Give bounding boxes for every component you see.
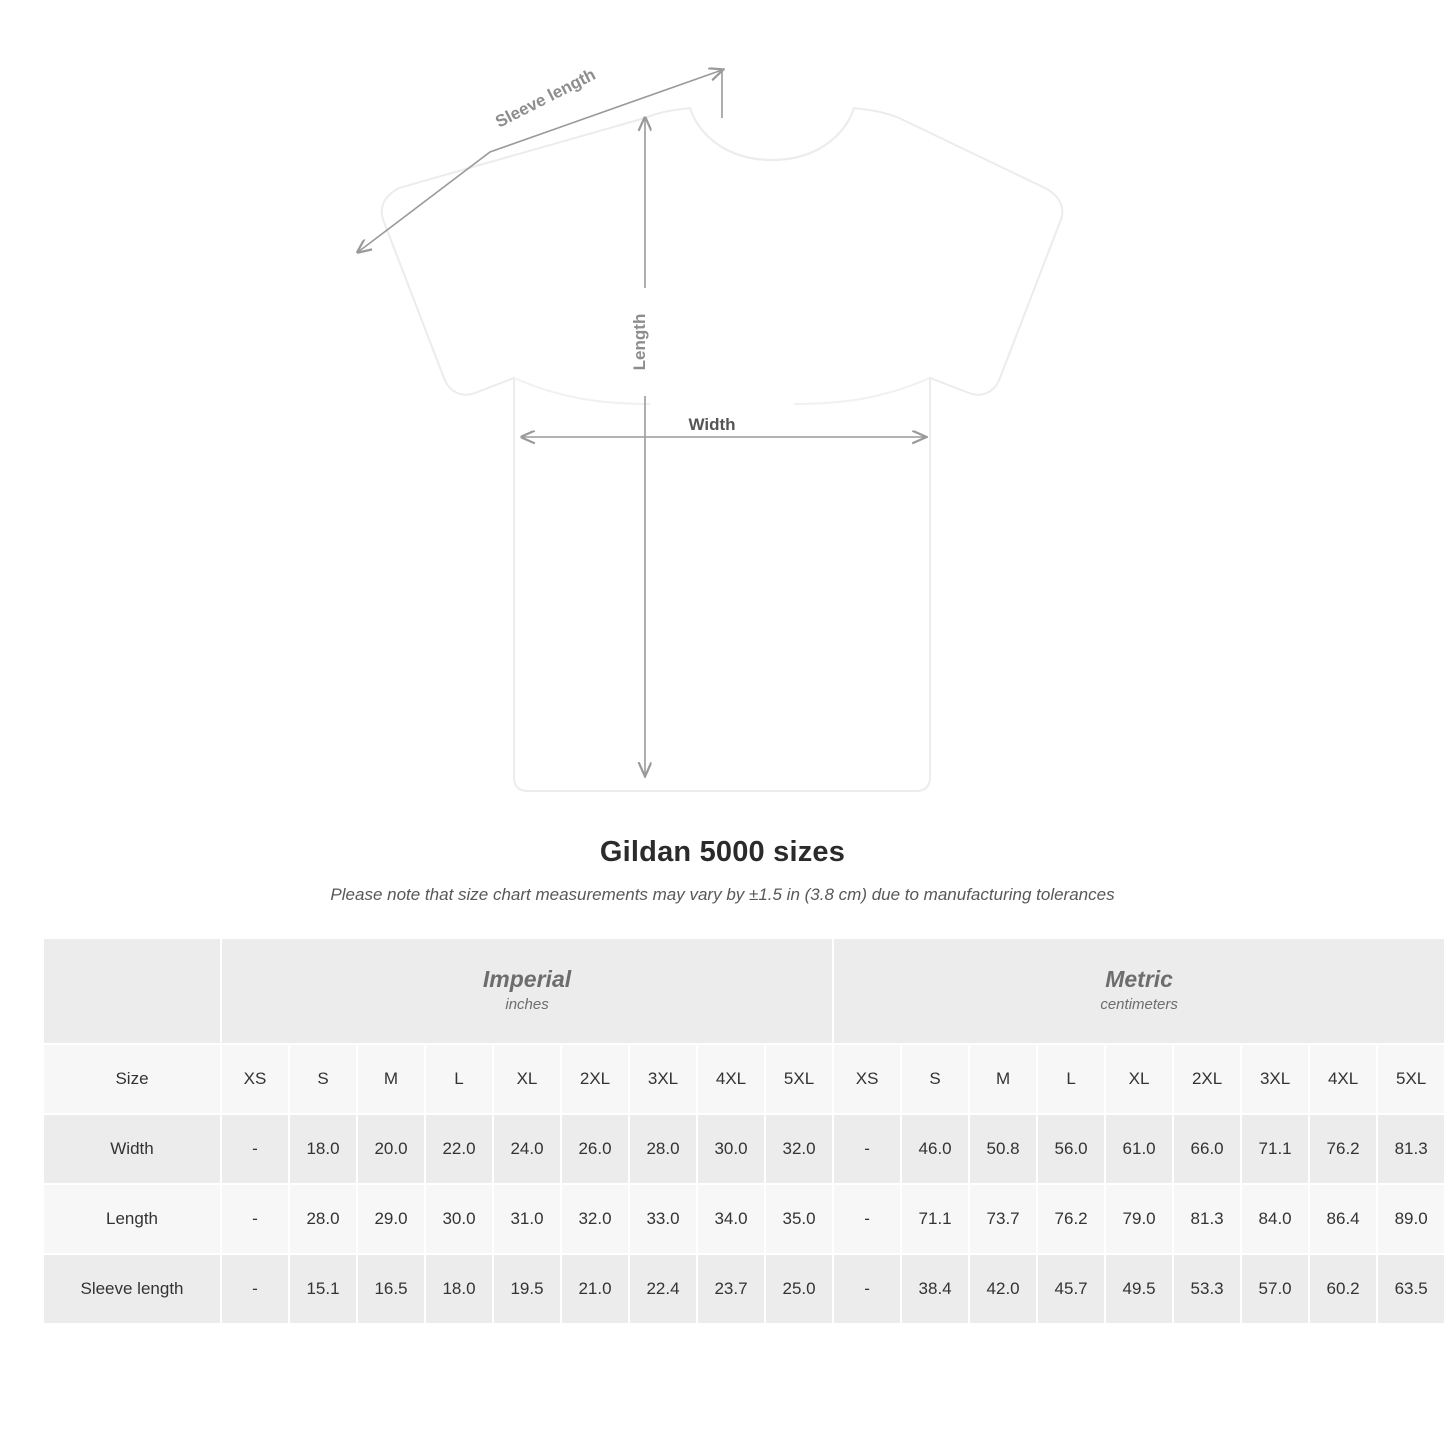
cell-length-imperial-5xl: 35.0 xyxy=(766,1185,832,1253)
cell-width-metric-l: 56.0 xyxy=(1038,1115,1104,1183)
cell-length-imperial-xs: - xyxy=(222,1185,288,1253)
table-row xyxy=(44,1185,1444,1253)
cell-width-metric-3xl: 71.1 xyxy=(1242,1115,1308,1183)
cell-width-metric-4xl: 76.2 xyxy=(1310,1115,1376,1183)
length-label: Length xyxy=(630,313,649,371)
cell-width-imperial-xl: 24.0 xyxy=(494,1115,560,1183)
col-head-imperial-xs: XS xyxy=(222,1045,288,1113)
unit-header-spacer xyxy=(44,939,220,1043)
cell-length-imperial-2xl: 32.0 xyxy=(562,1185,628,1253)
col-head-imperial-2xl: 2XL xyxy=(562,1045,628,1113)
table-row xyxy=(44,1115,1444,1183)
cell-width-imperial-4xl: 30.0 xyxy=(698,1115,764,1183)
cell-sleeve-imperial-4xl: 23.7 xyxy=(698,1255,764,1323)
row-label-length: Length xyxy=(44,1185,220,1253)
col-head-metric-xl: XL xyxy=(1106,1045,1172,1113)
unit-metric-sub: centimeters xyxy=(1100,996,1178,1014)
cell-length-metric-s: 71.1 xyxy=(902,1185,968,1253)
cell-width-imperial-s: 18.0 xyxy=(290,1115,356,1183)
cell-width-metric-s: 46.0 xyxy=(902,1115,968,1183)
cell-width-imperial-l: 22.0 xyxy=(426,1115,492,1183)
tolerance-note: Please note that size chart measurements may vary by ±1.5 in (3.8 cm) due to manufacturing tolerances xyxy=(330,885,1115,904)
cell-width-imperial-xs: - xyxy=(222,1115,288,1183)
cell-length-imperial-3xl: 33.0 xyxy=(630,1185,696,1253)
col-head-metric-m: M xyxy=(970,1045,1036,1113)
col-head-metric-xs: XS xyxy=(834,1045,900,1113)
cell-sleeve-imperial-3xl: 22.4 xyxy=(630,1255,696,1323)
cell-width-metric-5xl: 81.3 xyxy=(1378,1115,1444,1183)
cell-sleeve-metric-m: 42.0 xyxy=(970,1255,1036,1323)
cell-length-metric-5xl: 89.0 xyxy=(1378,1185,1444,1253)
row-label-width: Width xyxy=(44,1115,220,1183)
col-head-imperial-3xl: 3XL xyxy=(630,1045,696,1113)
cell-width-imperial-m: 20.0 xyxy=(358,1115,424,1183)
cell-width-imperial-2xl: 26.0 xyxy=(562,1115,628,1183)
cell-width-metric-2xl: 66.0 xyxy=(1174,1115,1240,1183)
cell-sleeve-imperial-xl: 19.5 xyxy=(494,1255,560,1323)
cell-length-metric-3xl: 84.0 xyxy=(1242,1185,1308,1253)
row-label-sleeve-length: Sleeve length xyxy=(44,1255,220,1323)
col-head-imperial-5xl: 5XL xyxy=(766,1045,832,1113)
page-title: Gildan 5000 sizes xyxy=(599,836,846,868)
cell-length-imperial-s: 28.0 xyxy=(290,1185,356,1253)
cell-length-metric-xl: 79.0 xyxy=(1106,1185,1172,1253)
cell-sleeve-metric-4xl: 60.2 xyxy=(1310,1255,1376,1323)
col-head-imperial-xl: XL xyxy=(494,1045,560,1113)
size-header-row xyxy=(44,1045,1444,1113)
size-table xyxy=(42,937,1445,1325)
cell-width-metric-xl: 61.0 xyxy=(1106,1115,1172,1183)
size-table-wrapper xyxy=(42,937,1428,1325)
col-head-metric-4xl: 4XL xyxy=(1310,1045,1376,1113)
tshirt-shape xyxy=(382,108,1063,791)
cell-sleeve-metric-3xl: 57.0 xyxy=(1242,1255,1308,1323)
cell-sleeve-metric-5xl: 63.5 xyxy=(1378,1255,1444,1323)
cell-sleeve-metric-xl: 49.5 xyxy=(1106,1255,1172,1323)
cell-sleeve-imperial-l: 18.0 xyxy=(426,1255,492,1323)
size-header-cell: Size xyxy=(44,1045,220,1113)
cell-length-metric-l: 76.2 xyxy=(1038,1185,1104,1253)
col-head-metric-3xl: 3XL xyxy=(1242,1045,1308,1113)
col-head-metric-2xl: 2XL xyxy=(1174,1045,1240,1113)
cell-sleeve-imperial-5xl: 25.0 xyxy=(766,1255,832,1323)
cell-width-imperial-5xl: 32.0 xyxy=(766,1115,832,1183)
unit-header-row xyxy=(44,939,1444,1043)
cell-length-imperial-4xl: 34.0 xyxy=(698,1185,764,1253)
sleeve-length-label: Sleeve length xyxy=(492,64,599,132)
col-head-metric-s: S xyxy=(902,1045,968,1113)
cell-length-metric-2xl: 81.3 xyxy=(1174,1185,1240,1253)
unit-header-imperial xyxy=(222,939,832,1043)
unit-imperial-name: Imperial xyxy=(482,966,572,993)
cell-length-imperial-l: 30.0 xyxy=(426,1185,492,1253)
cell-sleeve-metric-2xl: 53.3 xyxy=(1174,1255,1240,1323)
cell-sleeve-imperial-2xl: 21.0 xyxy=(562,1255,628,1323)
col-head-metric-5xl: 5XL xyxy=(1378,1045,1444,1113)
cell-length-metric-m: 73.7 xyxy=(970,1185,1036,1253)
col-head-imperial-l: L xyxy=(426,1045,492,1113)
cell-length-metric-4xl: 86.4 xyxy=(1310,1185,1376,1253)
cell-width-imperial-3xl: 28.0 xyxy=(630,1115,696,1183)
col-head-imperial-s: S xyxy=(290,1045,356,1113)
cell-sleeve-metric-s: 38.4 xyxy=(902,1255,968,1323)
cell-width-metric-m: 50.8 xyxy=(970,1115,1036,1183)
cell-sleeve-imperial-s: 15.1 xyxy=(290,1255,356,1323)
cell-sleeve-imperial-xs: - xyxy=(222,1255,288,1323)
col-head-imperial-4xl: 4XL xyxy=(698,1045,764,1113)
col-head-metric-l: L xyxy=(1038,1045,1104,1113)
cell-length-metric-xs: - xyxy=(834,1185,900,1253)
cell-width-metric-xs: - xyxy=(834,1115,900,1183)
cell-length-imperial-m: 29.0 xyxy=(358,1185,424,1253)
cell-sleeve-imperial-m: 16.5 xyxy=(358,1255,424,1323)
cell-sleeve-metric-l: 45.7 xyxy=(1038,1255,1104,1323)
table-row xyxy=(44,1255,1444,1323)
cell-sleeve-metric-xs: - xyxy=(834,1255,900,1323)
width-label: Width xyxy=(688,415,736,434)
unit-header-metric xyxy=(834,939,1444,1043)
unit-imperial-sub: inches xyxy=(505,996,549,1014)
cell-length-imperial-xl: 31.0 xyxy=(494,1185,560,1253)
col-head-imperial-m: M xyxy=(358,1045,424,1113)
unit-metric-name: Metric xyxy=(1105,966,1173,993)
